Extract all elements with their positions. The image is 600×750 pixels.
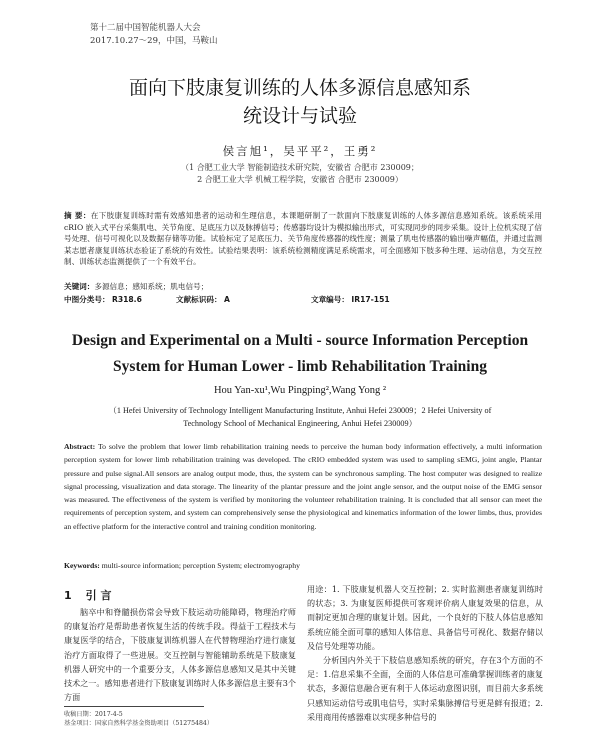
english-affiliation-line2: Technology School of Mechanical Engineering, Anhui Hefei 230009）: [183, 419, 417, 428]
body-left-column: 脑卒中和脊髓损伤常会导致下肢运动功能障碍，物理治疗师的康复治疗是帮助患者恢复生活的传统手段。得益于工程技术与康复医学的结合，下肢康复训练机器人在代替物理治疗进行康复治疗方面取得了一些进展。交互控制与智能辅助系统是下肢康复机器人研究中的一个重要分支，人体多源信息感知又是其中关键技术之一。感知患者进行下肢康复训练时人体多源信息主要有3个方面: [64, 607, 296, 703]
english-abstract-text: To solve the problem that lower limb rehabilitation training needs to perceive the human body information effectively, a multi information perception system for lower limb rehabilitation training was developed. The cRIO embedded system was used to sampling sEMG, joint angle, Plantar pressure and pulse signal.All sensors are analog output mode, thus, the system can be synchronous sampling. The host computer was designed to realize signal processing, visualization and data storage. The linearity of the plantar pressure and the joint angle sensor, and the output noise of the EMG sensor was measured. The effectiveness of the system is verified by monitoring the volunteer rehabilitation training. It is concluded that all sensor can meet the requirements of perception system, and system can comprehensively sense the physiological and kinematics information of the lower limbs, thus, provides an effective platform for the interactive control and training condition monitoring.: [64, 442, 543, 531]
chinese-affiliation-line2: 2 合肥工业大学 机械工程学院，安徽省 合肥市 230009）: [197, 175, 403, 184]
english-keywords-label: Keywords:: [64, 561, 100, 570]
english-title-line2: System for Human Lower - limb Rehabilitation Training: [113, 358, 487, 375]
chinese-affiliation-line1: （1 合肥工业大学 智能制造技术研究院，安徽省 合肥市 230009；: [181, 163, 419, 172]
conference-date-place: 2017.10.27～29，中国，马鞍山: [90, 36, 218, 46]
section-heading: [64, 587, 126, 603]
doc-code-label: 文献标识码：: [176, 295, 222, 304]
english-keywords: [64, 561, 300, 570]
english-authors: Hou Yan-xu¹,Wu Pingping²,Wang Yong ²: [213, 385, 387, 396]
chinese-keywords-text: 多源信息；感知系统；肌电信号；: [94, 282, 209, 291]
chinese-affiliations: [0, 162, 600, 186]
conference-header: [90, 22, 217, 48]
footnote-funding: 基金项目：国家自然科学基金资助项目（51275484）: [64, 720, 214, 727]
body-right-paragraph-2: 分析国内外关于下肢信息感知系统的研究，存在3个方面的不足：1.信息采集不全面，全面的人体信息可准确掌握训练者的康复状态，多源信息融合更有利于人体运动意图识别，而目前大多系统只感知运动信号或肌电信号，实时采集脉搏信号更是鲜有报道；2.采用商用传感器难以实现多种信号的: [307, 655, 543, 722]
clc-label: 中图分类号：: [64, 295, 110, 304]
chinese-keywords: [64, 281, 208, 292]
chinese-title-line1: 面向下肢康复训练的人体多源信息感知系: [128, 77, 471, 99]
doc-code: A: [223, 295, 230, 304]
footnote-received-date: 收稿日期：2017-4-5: [64, 711, 123, 718]
english-abstract: [64, 440, 542, 533]
article-number: IR17-151: [351, 295, 390, 304]
chinese-abstract-label: 摘 要：: [64, 211, 91, 220]
english-affiliations: [0, 404, 600, 430]
footnote: [64, 710, 213, 728]
conference-name: 第十二届中国智能机器人大会: [90, 23, 201, 33]
chinese-title-line2: 统设计与试验: [242, 105, 357, 127]
english-affiliation-line1: （1 Hefei University of Technology Intelligent Manufacturing Institute, Anhui Hefei 230009；2 Hefei University of: [108, 406, 492, 415]
chinese-title: [0, 74, 600, 130]
chinese-keywords-label: 关键词：: [64, 282, 95, 291]
chinese-abstract-text: 在下肢康复训练时需有效感知患者的运动和生理信息，本课题研制了一款面向下肢康复训练的人体多源信息感知系统。该系统采用 cRIO 嵌入式平台采集肌电、关节角度、足底压力以及脉搏信号；传感器均设计为模拟输出形式，可实现同步的同步采集。设计上位机实现了信号处理、信号可视化以及数据存储等功能。试验标定了足底压力、关节角度传感器的线性度；测量了肌电传感器的输出噪声幅值，并通过监测某志愿者康复训练状态验证了系统的有效性。试验结果表明：该系统检测精度满足系统需求，可全面感知下肢多种生理、运动信息，为交互控制、训练状态监测提供了一个有效平台。: [64, 211, 542, 266]
section-title: 引 言: [85, 589, 112, 602]
clc-number: R318.6: [111, 295, 142, 304]
article-number-label: 文章编号：: [311, 295, 349, 304]
english-abstract-label: Abstract:: [64, 442, 96, 451]
body-right-column: [307, 582, 543, 724]
footnote-divider: [64, 706, 204, 707]
chinese-authors: 侯言旭¹，吴平平²，王勇²: [222, 144, 378, 158]
chinese-abstract: [64, 210, 542, 268]
english-title: [0, 328, 600, 380]
section-number: 1: [64, 589, 72, 602]
english-keywords-text: multi-source information; perception System; electromyography: [101, 561, 300, 570]
english-title-line1: Design and Experimental on a Multi - source Information Perception: [71, 332, 529, 349]
body-right-paragraph-1: 用途：1. 下肢康复机器人交互控制；2. 实时监测患者康复训练时的状态；3. 为康复医师提供可客观评价病人康复效果的信息，从而制定更加合理的康复计划。因此，一个良好的下肢人体信息感知系统应能全面可靠的感知人体信息、具备信号可视化、数据存储以及信号处理等功能。: [307, 584, 543, 651]
